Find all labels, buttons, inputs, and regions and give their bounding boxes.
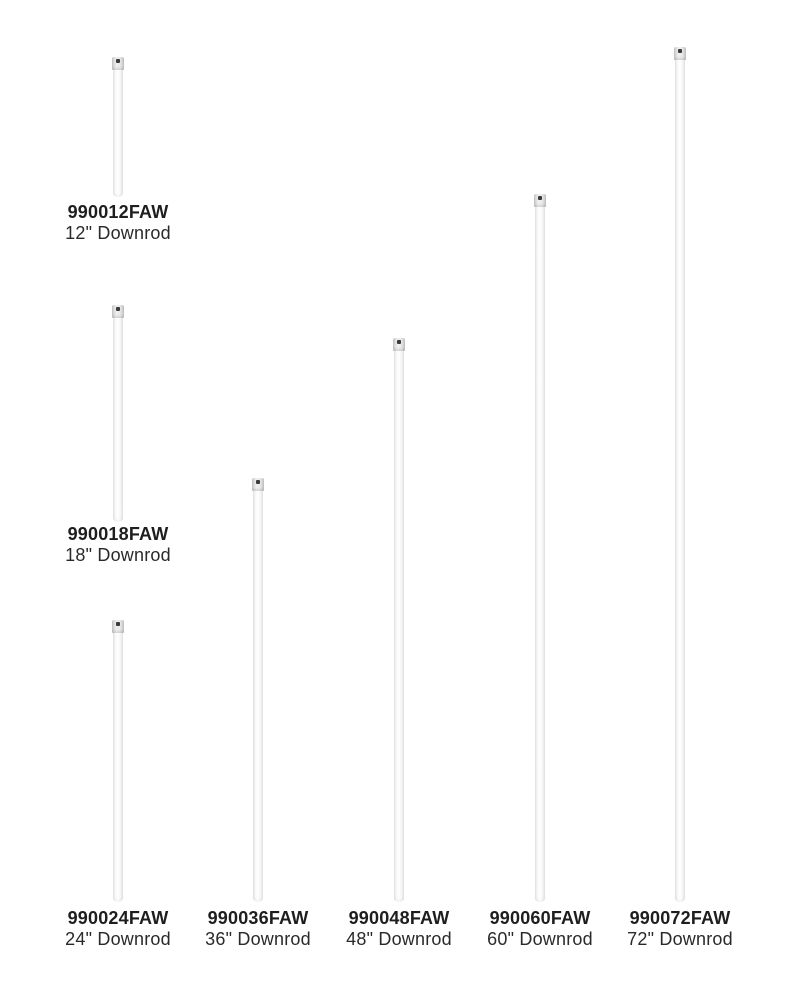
set-screw-hole <box>116 59 120 63</box>
rod-shaft <box>113 70 123 197</box>
rod-cap <box>674 47 686 60</box>
rod-cap <box>252 478 264 491</box>
downrod-image-36in <box>252 478 264 902</box>
product-label-60in <box>465 908 615 950</box>
product-model: 990048FAW <box>348 908 450 928</box>
rod-cap <box>393 338 405 351</box>
rod-cap <box>112 305 124 318</box>
product-model: 990012FAW <box>67 202 169 222</box>
rod-cap <box>112 57 124 70</box>
downrod-image-72in <box>674 47 686 902</box>
downrod-image-18in <box>112 305 124 522</box>
product-name: 18" Downrod <box>65 545 171 565</box>
product-label-72in <box>605 908 755 950</box>
product-name: 24" Downrod <box>65 929 171 949</box>
rod-cap <box>534 194 546 207</box>
product-model: 990036FAW <box>207 908 309 928</box>
set-screw-hole <box>397 340 401 344</box>
product-model: 990072FAW <box>629 908 731 928</box>
downrod-image-12in <box>112 57 124 197</box>
rod-shaft <box>113 318 123 522</box>
set-screw-hole <box>116 622 120 626</box>
product-name: 72" Downrod <box>627 929 733 949</box>
product-name: 48" Downrod <box>346 929 452 949</box>
set-screw-hole <box>256 480 260 484</box>
product-label-24in <box>43 908 193 950</box>
rod-cap <box>112 620 124 633</box>
set-screw-hole <box>116 307 120 311</box>
product-label-18in <box>43 524 193 566</box>
rod-shaft <box>394 351 404 902</box>
downrod-image-24in <box>112 620 124 902</box>
downrod-image-48in <box>393 338 405 902</box>
product-label-12in <box>43 202 193 244</box>
product-name: 60" Downrod <box>487 929 593 949</box>
product-model: 990060FAW <box>489 908 591 928</box>
product-name: 12" Downrod <box>65 223 171 243</box>
set-screw-hole <box>678 49 682 53</box>
rod-shaft <box>535 207 545 902</box>
product-label-36in <box>183 908 333 950</box>
product-label-48in <box>324 908 474 950</box>
rod-shaft <box>253 491 263 902</box>
set-screw-hole <box>538 196 542 200</box>
product-name: 36" Downrod <box>205 929 311 949</box>
product-model: 990024FAW <box>67 908 169 928</box>
product-model: 990018FAW <box>67 524 169 544</box>
rod-shaft <box>113 633 123 902</box>
rod-shaft <box>675 60 685 902</box>
downrod-image-60in <box>534 194 546 902</box>
